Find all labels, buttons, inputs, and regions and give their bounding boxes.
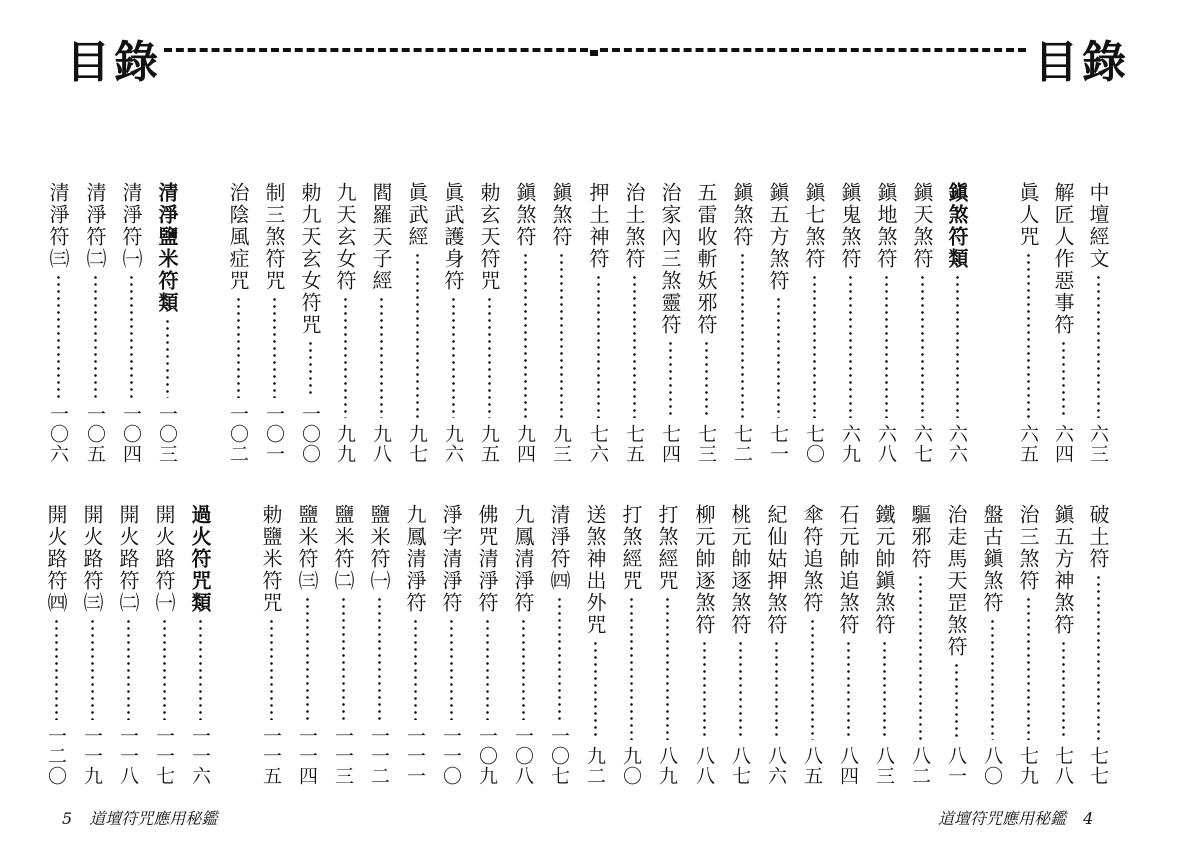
toc-entry-title: 清淨符㈣ xyxy=(547,504,571,592)
toc-entry-title: 石元帥追煞符 xyxy=(836,504,860,636)
toc-page-number: 九五 xyxy=(478,424,500,464)
toc-entry xyxy=(652,504,682,786)
toc-section-heading: 過火符咒類 xyxy=(188,504,212,614)
toc-leader-dots xyxy=(919,574,922,740)
toc-page-number: 一一一 xyxy=(404,726,426,786)
toc-page-number: 八八 xyxy=(693,746,715,786)
toc-entry xyxy=(905,504,935,786)
toc-entry-title: 清淨符㈡ xyxy=(83,182,107,270)
toc-entry xyxy=(942,182,972,464)
toc-leader-dots xyxy=(342,596,345,720)
toc-entry-title: 治三煞符 xyxy=(1016,504,1040,592)
toc-entry-title: 勅玄天符咒 xyxy=(477,182,501,292)
toc-entry-title: 打煞經咒 xyxy=(655,504,679,592)
toc-leader-dots xyxy=(813,274,816,418)
book-title-right: 道壇符咒應用秘鑑 xyxy=(938,809,1067,828)
toc-entry xyxy=(292,504,322,786)
toc-entry-title: 開火路符㈣ xyxy=(44,504,68,614)
toc-section-heading: 清淨鹽米符類 xyxy=(155,182,179,314)
toc-page-number: 一二〇 xyxy=(45,726,67,786)
toc-leader-dots xyxy=(163,618,166,720)
footer-left xyxy=(56,806,223,829)
toc-page-number: 九四 xyxy=(514,424,536,464)
toc-entry xyxy=(113,504,143,786)
toc-entry xyxy=(185,504,215,786)
toc-page-number: 八二 xyxy=(909,746,931,786)
toc-page-number: 七五 xyxy=(623,424,645,464)
toc-page-number: 六八 xyxy=(875,424,897,464)
toc-leader-dots xyxy=(811,618,814,740)
toc-page-number: 一一〇 xyxy=(440,726,462,786)
header-rule-gutter-mark xyxy=(590,50,598,56)
toc-leader-dots xyxy=(594,640,597,740)
toc-leader-dots xyxy=(1062,640,1065,740)
toc-entry-title: 眞武經 xyxy=(405,182,429,248)
toc-entry-title: 破土符 xyxy=(1086,504,1110,570)
toc-entry-title: 傘符追煞符 xyxy=(800,504,824,614)
toc-leader-dots xyxy=(380,296,383,418)
toc-page-number: 九八 xyxy=(370,424,392,464)
toc-entry xyxy=(580,504,610,786)
toc-entry-title: 鎭鬼煞符 xyxy=(838,182,862,270)
toc-page-number: 一一九 xyxy=(81,726,103,786)
toc-leader-dots xyxy=(775,640,778,740)
toc-page-number: 八九 xyxy=(656,746,678,786)
toc-entry-title: 盤古鎭煞符 xyxy=(980,504,1004,614)
toc-entry xyxy=(438,182,468,464)
toc-entry-title: 鹽米符㈡ xyxy=(331,504,355,592)
toc-entry-title: 打煞經咒 xyxy=(619,504,643,592)
toc-page-number: 一〇四 xyxy=(120,404,142,464)
book-title-left: 道壇符咒應用秘鑑 xyxy=(89,809,218,828)
toc-entry-title: 鎭七煞符 xyxy=(802,182,826,270)
toc-page-number: 八七 xyxy=(729,746,751,786)
toc-entry-title: 解匠人作惡事符 xyxy=(1051,182,1075,336)
toc-entry-title: 鎭五方煞符 xyxy=(766,182,790,292)
toc-leader-dots xyxy=(956,274,959,418)
toc-title-right: 目錄 xyxy=(1034,37,1130,88)
toc-leader-dots xyxy=(741,252,744,418)
toc-entry-title: 眞人咒 xyxy=(1016,182,1040,248)
toc-leader-dots xyxy=(630,596,633,740)
toc-leader-dots xyxy=(57,274,60,398)
toc-leader-dots xyxy=(130,274,133,398)
toc-leader-dots xyxy=(306,596,309,720)
toc-entry-title: 眞武護身符 xyxy=(441,182,465,292)
toc-leader-dots xyxy=(452,296,455,418)
toc-entry-title: 治陰風症咒 xyxy=(226,182,250,292)
toc-entry xyxy=(1013,182,1043,464)
toc-leader-dots xyxy=(270,618,273,720)
toc-page-number: 九七 xyxy=(406,424,428,464)
toc-entry xyxy=(77,504,107,786)
toc-entry-title: 勅九天玄女符咒 xyxy=(298,182,322,336)
toc-leader-dots xyxy=(378,596,381,720)
toc-page-number: 六五 xyxy=(1017,424,1039,464)
toc-entry-title: 九天玄女符 xyxy=(333,182,357,292)
toc-page-number: 七六 xyxy=(587,424,609,464)
toc-leader-dots xyxy=(94,274,97,398)
toc-entry-title: 鐵元帥鎭煞符 xyxy=(872,504,896,636)
toc-entry xyxy=(655,182,685,464)
toc-entry xyxy=(330,182,360,464)
toc-entry-title: 淨字清淨符 xyxy=(439,504,463,614)
toc-entry-title: 五雷收斬妖邪符 xyxy=(694,182,718,336)
toc-page-number: 一〇六 xyxy=(47,404,69,464)
toc-entry xyxy=(869,504,899,786)
toc-leader-dots xyxy=(955,662,958,740)
toc-entry xyxy=(691,182,721,464)
toc-entry-title: 九鳳清淨符 xyxy=(403,504,427,614)
toc-entry xyxy=(619,182,649,464)
toc-entry xyxy=(510,182,540,464)
toc-page-number: 八〇 xyxy=(981,746,1003,786)
toc-leader-dots xyxy=(991,618,994,740)
toc-entry-title: 勅鹽米符咒 xyxy=(259,504,283,614)
toc-page-number: 一〇九 xyxy=(476,726,498,786)
toc-entry xyxy=(1048,504,1078,786)
toc-entry xyxy=(400,504,430,786)
toc-leader-dots xyxy=(416,252,419,418)
toc-page-number: 一〇三 xyxy=(156,404,178,464)
toc-entry xyxy=(941,504,971,786)
toc-page-number: 八三 xyxy=(873,746,895,786)
toc-entry xyxy=(835,182,865,464)
header-rule-left xyxy=(164,48,588,52)
toc-page-number: 八四 xyxy=(837,746,859,786)
toc-leader-dots xyxy=(777,296,780,418)
toc-entry-title: 驅邪符 xyxy=(908,504,932,570)
toc-entry xyxy=(1048,182,1078,464)
toc-entry xyxy=(256,504,286,786)
toc-page-number: 一一三 xyxy=(332,726,354,786)
toc-entry-title: 中壇經文 xyxy=(1086,182,1110,270)
toc-entry xyxy=(1083,504,1113,786)
toc-entry xyxy=(366,182,396,464)
footer-right xyxy=(932,806,1099,829)
toc-leader-dots xyxy=(450,618,453,720)
toc-entry-title: 佛咒清淨符 xyxy=(475,504,499,614)
toc-entry xyxy=(364,504,394,786)
toc-entry xyxy=(259,182,289,464)
toc-entry-title: 柳元帥逐煞符 xyxy=(692,504,716,636)
toc-leader-dots xyxy=(91,618,94,720)
toc-page-number: 九三 xyxy=(550,424,572,464)
toc-page-number: 九六 xyxy=(442,424,464,464)
toc-page-number: 七四 xyxy=(659,424,681,464)
toc-leader-dots xyxy=(273,296,276,398)
toc-entry-title: 閻羅天子經 xyxy=(369,182,393,292)
toc-entry xyxy=(436,504,466,786)
page-number-right: 4 xyxy=(1083,809,1094,828)
toc-leader-dots xyxy=(883,640,886,740)
toc-entry-title: 開火路符㈠ xyxy=(152,504,176,614)
toc-leader-dots xyxy=(309,340,312,398)
toc-entry xyxy=(295,182,325,464)
toc-entry xyxy=(763,182,793,464)
toc-entry-title: 清淨符㈢ xyxy=(46,182,70,270)
toc-leader-dots xyxy=(127,618,130,720)
toc-entry xyxy=(223,182,253,464)
toc-page-number: 一一四 xyxy=(296,726,318,786)
toc-entry xyxy=(799,182,829,464)
toc-page-number: 一一五 xyxy=(260,726,282,786)
toc-leader-dots xyxy=(488,296,491,418)
toc-entry xyxy=(546,182,576,464)
toc-entry xyxy=(1083,182,1113,464)
toc-page-number: 七八 xyxy=(1052,746,1074,786)
toc-entry xyxy=(402,182,432,464)
page-number-left: 5 xyxy=(62,809,73,828)
toc-leader-dots xyxy=(1097,574,1100,740)
toc-entry-title: 鹽米符㈠ xyxy=(367,504,391,592)
toc-entry xyxy=(152,182,182,464)
toc-entry xyxy=(583,182,613,464)
toc-entry xyxy=(689,504,719,786)
toc-leader-dots xyxy=(1062,340,1065,418)
toc-entry xyxy=(149,504,179,786)
toc-entry-title: 治土煞符 xyxy=(622,182,646,270)
toc-leader-dots xyxy=(597,274,600,418)
toc-page-number: 一一八 xyxy=(117,726,139,786)
toc-leader-dots xyxy=(739,640,742,740)
toc-leader-dots xyxy=(166,318,169,398)
toc-title-left: 目錄 xyxy=(66,37,162,88)
toc-page-number: 九〇 xyxy=(620,746,642,786)
toc-leader-dots xyxy=(1097,274,1100,418)
toc-page-number: 七二 xyxy=(731,424,753,464)
toc-entry-title: 治走馬天罡煞符 xyxy=(944,504,968,658)
toc-leader-dots xyxy=(703,640,706,740)
toc-page-number: 七〇 xyxy=(803,424,825,464)
toc-entry xyxy=(761,504,791,786)
toc-entry-title: 紀仙姑押煞符 xyxy=(764,504,788,636)
toc-entry-title: 桃元帥逐煞符 xyxy=(728,504,752,636)
toc-page-number: 九二 xyxy=(584,746,606,786)
toc-entry-title: 制三煞符咒 xyxy=(262,182,286,292)
toc-leader-dots xyxy=(560,252,563,418)
toc-leader-dots xyxy=(486,618,489,720)
toc-page-number: 七九 xyxy=(1017,746,1039,786)
toc-page-number: 六四 xyxy=(1052,424,1074,464)
toc-entry-title: 送煞神出外咒 xyxy=(583,504,607,636)
toc-page-number: 九九 xyxy=(334,424,356,464)
toc-leader-dots xyxy=(885,274,888,418)
toc-entry xyxy=(1013,504,1043,786)
toc-leader-dots xyxy=(847,640,850,740)
toc-leader-dots xyxy=(1027,596,1030,740)
toc-entry xyxy=(43,182,73,464)
toc-entry-title: 鎭煞符 xyxy=(549,182,573,248)
toc-leader-dots xyxy=(237,296,240,398)
toc-leader-dots xyxy=(633,274,636,418)
toc-page-number: 一〇二 xyxy=(227,404,249,464)
toc-entry xyxy=(797,504,827,786)
toc-page-number: 一〇一 xyxy=(263,404,285,464)
toc-entry xyxy=(328,504,358,786)
toc-page-number: 七三 xyxy=(695,424,717,464)
toc-leader-dots xyxy=(414,618,417,720)
toc-page-number: 六七 xyxy=(911,424,933,464)
toc-entry xyxy=(977,504,1007,786)
toc-entry-title: 鎭煞符 xyxy=(513,182,537,248)
toc-page-number: 八六 xyxy=(765,746,787,786)
toc-page-number: 六六 xyxy=(946,424,968,464)
toc-entry-title: 開火路符㈡ xyxy=(116,504,140,614)
toc-entry xyxy=(472,504,502,786)
toc-leader-dots xyxy=(1027,252,1030,418)
toc-entry xyxy=(727,182,757,464)
toc-leader-dots xyxy=(921,274,924,418)
toc-entry xyxy=(833,504,863,786)
toc-page-number: 一一二 xyxy=(368,726,390,786)
toc-page-number: 七一 xyxy=(767,424,789,464)
toc-entry xyxy=(871,182,901,464)
toc-leader-dots xyxy=(558,596,561,720)
toc-leader-dots xyxy=(344,296,347,418)
toc-entry-title: 鎭天煞符 xyxy=(910,182,934,270)
toc-section-heading: 鎭煞符類 xyxy=(945,182,969,270)
header-rule-right xyxy=(600,48,1026,52)
toc-entry xyxy=(508,504,538,786)
toc-entry xyxy=(616,504,646,786)
toc-entry xyxy=(41,504,71,786)
toc-leader-dots xyxy=(199,618,202,720)
toc-leader-dots xyxy=(669,340,672,418)
toc-page-number: 八五 xyxy=(801,746,823,786)
toc-page-number: 一一六 xyxy=(189,726,211,786)
toc-leader-dots xyxy=(524,252,527,418)
toc-page-number: 八一 xyxy=(945,746,967,786)
toc-entry xyxy=(116,182,146,464)
toc-page-number: 一〇七 xyxy=(548,726,570,786)
toc-entry xyxy=(80,182,110,464)
toc-entry-title: 治家內三煞靈符 xyxy=(658,182,682,336)
toc-entry-title: 清淨符㈠ xyxy=(119,182,143,270)
toc-page-number: 七七 xyxy=(1087,746,1109,786)
toc-entry-title: 開火路符㈢ xyxy=(80,504,104,614)
toc-entry-title: 鎭五方神煞符 xyxy=(1051,504,1075,636)
toc-leader-dots xyxy=(705,340,708,418)
toc-page-number: 一〇八 xyxy=(512,726,534,786)
toc-entry-title: 鹽米符㈢ xyxy=(295,504,319,592)
toc-leader-dots xyxy=(522,618,525,720)
toc-entry-title: 鎭地煞符 xyxy=(874,182,898,270)
toc-page-number: 一〇〇 xyxy=(299,404,321,464)
toc-page-number: 一一七 xyxy=(153,726,175,786)
toc-entry xyxy=(907,182,937,464)
toc-entry-title: 鎭煞符 xyxy=(730,182,754,248)
toc-leader-dots xyxy=(666,596,669,740)
toc-entry xyxy=(544,504,574,786)
toc-entry-title: 押土神符 xyxy=(586,182,610,270)
toc-page-number: 六九 xyxy=(839,424,861,464)
toc-entry xyxy=(474,182,504,464)
toc-entry xyxy=(725,504,755,786)
toc-leader-dots xyxy=(55,618,58,720)
toc-entry-title: 九鳳清淨符 xyxy=(511,504,535,614)
toc-leader-dots xyxy=(849,274,852,418)
toc-page-number: 六三 xyxy=(1087,424,1109,464)
toc-page-number: 一〇五 xyxy=(84,404,106,464)
